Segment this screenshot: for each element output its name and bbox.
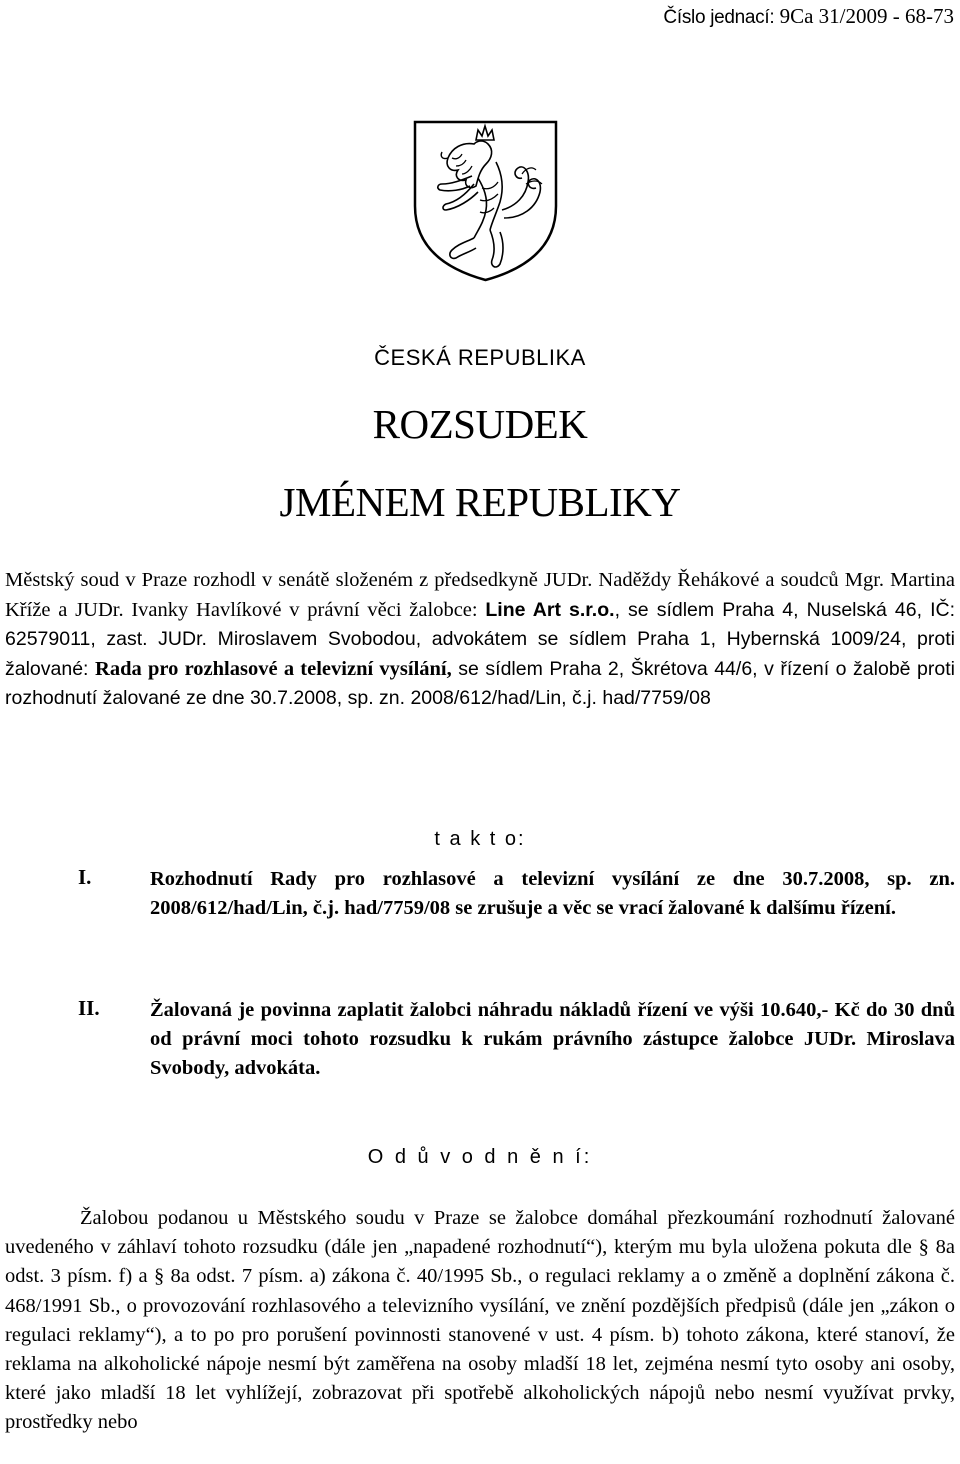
document-title: ROZSUDEK — [372, 401, 588, 447]
verdict-number: I. — [78, 865, 92, 889]
case-number-value: 9Ca 31/2009 - 68-73 — [779, 4, 954, 28]
intro-text-1: Městský soud v Praze rozhodl v senátě složeném z předsedkyně JUDr. Naděždy Řehákové a soudců Mgr. Martina Kříže a JUDr. Ivanky Havlíkové v právní věci žalobce: — [5, 569, 955, 621]
plaintiff-name: Line Art s.r.o. — [485, 598, 615, 621]
intro-text-3: se sídlem Praha 2, Škrétova 44/6, v řízení o žalobě proti rozhodnutí žalované ze dne 30.7.2008, sp. zn. 2008/612/had/Lin, č.j. had/7759/08 — [5, 657, 955, 709]
verdict-text: Rozhodnutí Rady pro rozhlasové a televizní vysílání ze dne 30.7.2008, sp. zn. 2008/612/had/Lin, č.j. had/7759/08 se zrušuje a věc se vrací žalované k dalšímu řízení. — [150, 868, 955, 919]
intro-paragraph — [5, 566, 955, 714]
takto-heading: t a k t o: — [434, 828, 526, 850]
reasons-paragraph — [5, 1204, 955, 1438]
intro-text-2: , se sídlem Praha 4, Nuselská 46, IČ: 62579011, zast. JUDr. Miroslavem Svobodou, advokátem se sídlem Praha 1, Hybernská 1009/24, proti žalované: — [5, 598, 955, 680]
verdict-text: Žalovaná je povinna zaplatit žalobci náhradu nákladů řízení ve výši 10.640,- Kč do 30 dnů od právní moci tohoto rozsudku k rukám právního zástupce žalobce JUDr. Miroslava Svobody, advokáta. — [150, 999, 955, 1079]
case-number-label: Číslo jednací: — [663, 7, 775, 28]
reasons-heading: O d ů v o d n ě n í: — [367, 1146, 593, 1168]
verdict-number: II. — [78, 996, 100, 1020]
case-number-header — [663, 4, 954, 29]
document-subtitle: JMÉNEM REPUBLIKY — [279, 479, 681, 525]
reasons-text: Žalobou podanou u Městského soudu v Praze se žalobce domáhal přezkoumání rozhodnutí žalované uvedeného v záhlaví tohoto rozsudku (dále jen „napadené rozhodnutí“), kterým mu byla uložena pokuta dle § 8a odst. 3 písm. f) a § 8a odst. 7 písm. a) zákona č. 40/1995 Sb., o regulaci reklamy a o změně a doplnění zákona č. 468/1991 Sb., o provozování rozhlasového a televizního vysílání, ve znění pozdějších předpisů (dále jen „zákon o regulaci reklamy“), a to po pro porušení povinnosti stanovené v ust. 4 písm. b) tohoto zákona, které stanoví, že reklama na alkoholické nápoje nesmí být zaměřena na osoby mladší 18 let, zejména nesmí tyto osoby ani osoby, které jako mladší 18 let vyhlížejí, zobrazovat při spotřebě alkoholických nápojů nebo nesmí využívat prvky, prostředky nebo — [5, 1207, 955, 1434]
country-heading: ČESKÁ REPUBLIKA — [374, 345, 586, 370]
czech-coat-of-arms-icon — [412, 118, 559, 284]
defendant-name: Rada pro rozhlasové a televizní vysílání, — [95, 657, 452, 680]
